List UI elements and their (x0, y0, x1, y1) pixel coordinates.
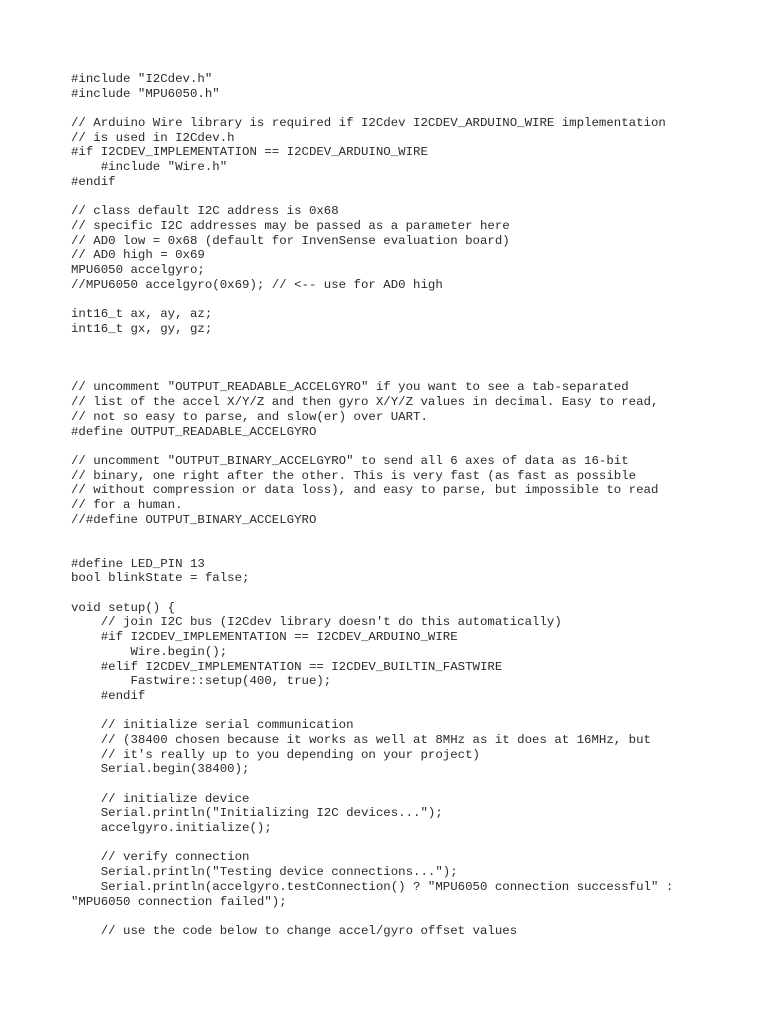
code-line: int16_t ax, ay, az; (71, 307, 213, 321)
code-line (71, 777, 751, 792)
code-line: Wire.begin(); (71, 644, 228, 659)
code-line: Serial.println("Initializing I2C devices..."); (71, 806, 443, 821)
code-line: // AD0 low = 0x68 (default for InvenSense evaluation board) (71, 233, 510, 248)
code-line: #define LED_PIN 13 (71, 556, 205, 571)
code-line: // AD0 high = 0x69 (71, 248, 205, 263)
code-line: //MPU6050 accelgyro(0x69); // <-- use for AD0 high (71, 277, 443, 292)
code-line: // binary, one right after the other. This is very fast (as fast as possible (71, 468, 637, 483)
code-line: #define OUTPUT_READABLE_ACCELGYRO (71, 424, 317, 439)
code-line: // (38400 chosen because it works as well at 8MHz as it does at 16MHz, but (71, 732, 651, 747)
code-line: // Arduino Wire library is required if I2Cdev I2CDEV_ARDUINO_WIRE implementation (71, 116, 666, 131)
code-line: #include "I2Cdev.h" (71, 72, 213, 86)
code-line: Fastwire::setup(400, true); (71, 674, 332, 689)
code-line (71, 542, 751, 557)
code-line (71, 586, 751, 601)
code-line (71, 101, 751, 116)
code-line (71, 836, 751, 851)
code-line: "MPU6050 connection failed"); (71, 894, 287, 909)
code-line (71, 292, 751, 307)
code-line: // verify connection (71, 850, 250, 865)
code-line: Serial.begin(38400); (71, 762, 250, 777)
code-line: // initialize device (71, 791, 250, 806)
code-line: Serial.println(accelgyro.testConnection() ? "MPU6050 connection successful" : (71, 879, 674, 894)
code-line: // is used in I2Cdev.h (71, 130, 235, 145)
code-line: // uncomment "OUTPUT_READABLE_ACCELGYRO" if you want to see a tab-separated (71, 380, 629, 395)
code-line (71, 351, 751, 366)
code-line: // join I2C bus (I2Cdev library doesn't do this automatically) (71, 615, 562, 630)
code-line: // for a human. (71, 497, 183, 512)
code-line: Serial.println("Testing device connections..."); (71, 865, 458, 880)
code-line: bool blinkState = false; (71, 571, 250, 586)
code-line: // without compression or data loss), and easy to parse, but impossible to read (71, 483, 659, 498)
code-line: #endif (71, 174, 116, 189)
code-line: // class default I2C address is 0x68 (71, 204, 339, 219)
code-line: // uncomment "OUTPUT_BINARY_ACCELGYRO" to send all 6 axes of data as 16-bit (71, 453, 629, 468)
code-line: #if I2CDEV_IMPLEMENTATION == I2CDEV_ARDUINO_WIRE (71, 145, 428, 160)
code-line: int16_t gx, gy, gz; (71, 321, 213, 336)
code-line (71, 336, 751, 351)
code-line: #include "Wire.h" (71, 160, 228, 175)
code-line: #include "MPU6050.h" (71, 86, 220, 101)
code-line: // not so easy to parse, and slow(er) over UART. (71, 409, 428, 424)
code-line: //#define OUTPUT_BINARY_ACCELGYRO (71, 512, 317, 527)
code-line: #if I2CDEV_IMPLEMENTATION == I2CDEV_ARDUINO_WIRE (71, 630, 458, 645)
code-line: // use the code below to change accel/gyro offset values (71, 923, 518, 938)
code-line (71, 190, 751, 205)
code-line (71, 366, 751, 381)
code-line: // specific I2C addresses may be passed as a parameter here (71, 218, 510, 233)
code-line: void setup() { (71, 600, 176, 615)
code-line: accelgyro.initialize(); (71, 821, 272, 836)
code-line: #endif (71, 688, 146, 703)
code-line (71, 704, 751, 719)
code-line: #elif I2CDEV_IMPLEMENTATION == I2CDEV_BUILTIN_FASTWIRE (71, 659, 503, 674)
code-line: MPU6050 accelgyro; (71, 262, 205, 277)
code-line (71, 439, 751, 454)
code-line: // list of the accel X/Y/Z and then gyro X/Y/Z values in decimal. Easy to read, (71, 395, 659, 410)
code-line (71, 527, 751, 542)
code-line: // it's really up to you depending on your project) (71, 747, 480, 762)
code-line (71, 909, 751, 924)
code-listing (71, 72, 751, 939)
code-line: // initialize serial communication (71, 718, 354, 733)
